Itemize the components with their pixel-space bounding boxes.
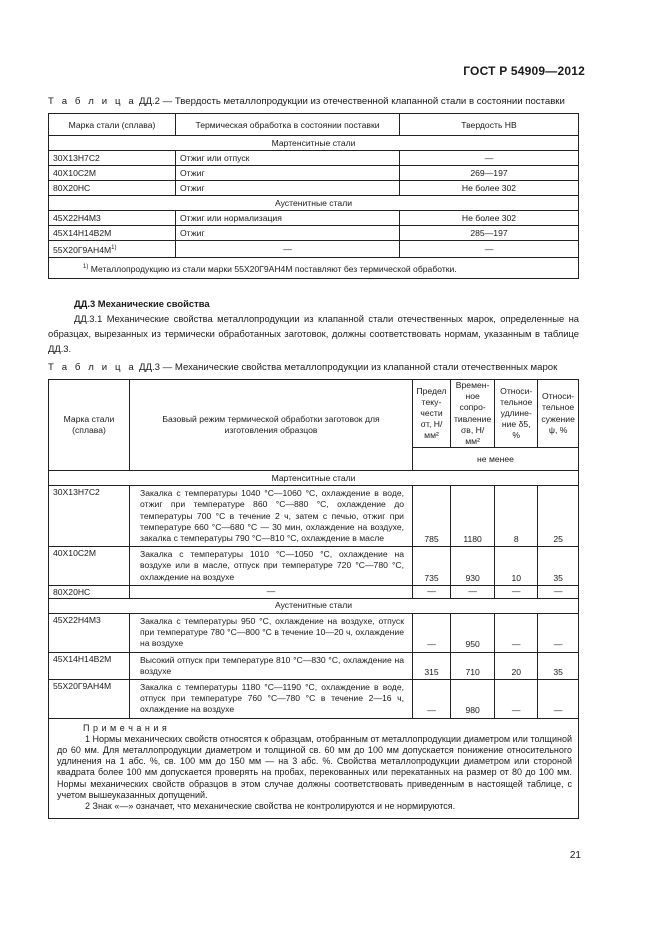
note-1: 1 Нормы механических свойств относятся к образцам, отобранным от металлопродукции диаметром или толщиной до 60 мм. Для металлопродукции диаметром и толщиной св. 60 мм до 100 мм допускается понижение относительного удлинения на 1 абс. %, св. 100 мм до 150 мм — на 3 абс. %. Свойства металлопродукции диаметром или стороной квадрата более 100 мм допускается проверять на пробах, перекованных или перекатанных на размер от 80 до 100 мм. Нормы механических свойств образцов в этом случае должны соответствовать приведенным в настоящей таблице, с учетом вышеуказанных допущений. (57, 733, 572, 800)
cell-grade: 45Х22Н4М3 (49, 211, 176, 226)
cell-reduction: 35 (538, 652, 579, 679)
cell-yield: — (413, 585, 451, 598)
table-row (49, 585, 579, 598)
table-row (49, 166, 579, 181)
col-header-tensile: Временное сопротивление σв, Н/мм² (451, 380, 495, 448)
cell-tensile: 950 (451, 614, 495, 653)
notes-title: П р и м е ч а н и я (83, 722, 168, 733)
cell-reduction: — (538, 614, 579, 653)
cell-grade: 45Х14Н14В2М (49, 652, 130, 679)
group-label: Мартенситные стали (49, 471, 579, 486)
cell-hardness: 269—197 (400, 166, 579, 181)
cell-yield: 315 (413, 652, 451, 679)
col-header-grade: Марка стали (сплава) (49, 114, 176, 136)
col-header-treatment: Термическая обработка в состоянии поставки (176, 114, 400, 136)
table-row (49, 226, 579, 241)
col-header-yield: Предел текучести σт, Н/мм² (413, 380, 451, 448)
grade-text: 55Х20Г9АН4М (53, 244, 112, 255)
cell-treatment: Отжиг (176, 181, 400, 196)
footnote-row (49, 257, 579, 278)
table3-notes (49, 718, 579, 819)
table-row (49, 486, 579, 547)
footnote-mark: 1) (83, 263, 89, 270)
notes-row (49, 718, 579, 819)
cell-hardness: Не более 302 (400, 181, 579, 196)
group-row (49, 136, 579, 151)
cell-grade: 55Х20Г9АН4М (49, 680, 130, 719)
table-header-row (49, 114, 579, 136)
cell-mode: Закалка с температуры 1040 °С—1060 °С, охлаждение в воде, отжиг при температуре 860 °С—880 °С, охлаждение до температуры 700 °С в течение 2 ч, затем с печью, отжиг при температуре 660 °С—680 °С — 30 мин, охлаждение на воздухе, закалка с температуры 790 °С—810 °С, охлаждение в масле (130, 486, 413, 547)
group-label: Аустенитные стали (49, 196, 579, 211)
table2-footnote (49, 257, 579, 278)
table2-caption (48, 96, 565, 107)
table-row (49, 652, 579, 679)
footnote-text: Металлопродукцию из стали марки 55Х20Г9АН4М поставляют без термической обработки. (88, 263, 457, 274)
col-header-elongation: Относительное удлинение δ5, % (495, 380, 538, 448)
standard-header: ГОСТ Р 54909—2012 (463, 64, 585, 78)
table-row (49, 547, 579, 586)
cell-mode: Высокий отпуск при температуре 810 °С—830 °С, охлаждение на воздухе (130, 652, 413, 679)
col-header-mode: Базовый режим термической обработки заготовок для изготовления образцов (130, 380, 413, 471)
cell-elongation: — (495, 614, 538, 653)
table3-caption-text: ДД.3 — Механические свойства металлопродукции из клапанной стали отечественных марок (136, 362, 558, 373)
cell-elongation: 20 (495, 652, 538, 679)
cell-treatment: Отжиг или отпуск (176, 151, 400, 166)
table-row (49, 680, 579, 719)
table-row (49, 614, 579, 653)
cell-tensile: — (451, 585, 495, 598)
cell-treatment: Отжиг (176, 166, 400, 181)
note-2: 2 Знак «—» означает, что механические свойства не контролируются и не нормируются. (85, 801, 456, 812)
footnote-ref: 1) (111, 245, 117, 251)
cell-treatment: Отжиг или нормализация (176, 211, 400, 226)
col-header-hardness: Твердость НВ (400, 114, 579, 136)
cell-hardness: — (400, 151, 579, 166)
cell-treatment: Отжиг (176, 226, 400, 241)
cell-yield: — (413, 680, 451, 719)
cell-grade: 40Х10С2М (49, 166, 176, 181)
cell-mode: — (130, 585, 413, 598)
cell-grade: 80Х20НС (49, 585, 130, 598)
group-row (49, 599, 579, 614)
table3-caption (48, 362, 557, 373)
group-label: Мартенситные стали (49, 136, 579, 151)
section-paragraph: ДД.3.1 Механические свойства металлопродукции из клапанной стали отечественных марок, определенные на образцах, вырезанных из термически обработанных заготовок, должны соответствовать нормам, указанным в таблице ДД.3. (48, 313, 579, 354)
col-header-min: не менее (413, 448, 579, 471)
cell-grade: 30Х13Н7С2 (49, 151, 176, 166)
cell-elongation: — (495, 680, 538, 719)
table2-caption-label: Т а б л и ц а (48, 96, 137, 107)
cell-tensile: 930 (451, 547, 495, 586)
col-header-grade: Марка стали (сплава) (49, 380, 130, 471)
table-row (49, 241, 579, 258)
table-row (49, 211, 579, 226)
col-header-reduction: Относительное сужение ψ, % (538, 380, 579, 448)
table3-mechanical (48, 379, 579, 819)
cell-grade: 40Х10С2М (49, 547, 130, 586)
table3-caption-label: Т а б л и ц а (48, 362, 137, 373)
cell-mode: Закалка с температуры 950 °С, охлаждение на воздухе, отпуск при температуре 780 °С—800 °С в течение 10—20 ч, охлаждение на воздухе (130, 614, 413, 653)
cell-elongation: — (495, 585, 538, 598)
cell-yield: 785 (413, 486, 451, 547)
section-title: ДД.3 Механические свойства (74, 298, 210, 309)
cell-elongation: 8 (495, 486, 538, 547)
cell-tensile: 980 (451, 680, 495, 719)
cell-yield: — (413, 614, 451, 653)
group-row (49, 471, 579, 486)
cell-reduction: 25 (538, 486, 579, 547)
cell-grade: 80Х20НС (49, 181, 176, 196)
cell-tensile: 710 (451, 652, 495, 679)
cell-grade: 45Х14Н14В2М (49, 226, 176, 241)
page-number: 21 (569, 850, 581, 861)
cell-elongation: 10 (495, 547, 538, 586)
cell-treatment: — (176, 241, 400, 258)
cell-grade: 45Х22Н4М3 (49, 614, 130, 653)
table2-hardness (48, 113, 579, 279)
cell-grade: 30Х13Н7С2 (49, 486, 130, 547)
table2-caption-text: ДД.2 — Твердость металлопродукции из отечественной клапанной стали в состоянии поставки (136, 96, 565, 107)
cell-mode: Закалка с температуры 1010 °С—1050 °С, охлаждение на воздухе или в масле, отпуск при температуре 720 °С—780 °С, охлаждение на воздухе (130, 547, 413, 586)
cell-hardness: — (400, 241, 579, 258)
cell-hardness: Не более 302 (400, 211, 579, 226)
cell-reduction: 35 (538, 547, 579, 586)
cell-tensile: 1180 (451, 486, 495, 547)
table-row (49, 181, 579, 196)
table-header-row (49, 380, 579, 448)
group-row (49, 196, 579, 211)
cell-reduction: — (538, 585, 579, 598)
cell-yield: 735 (413, 547, 451, 586)
cell-hardness: 285—197 (400, 226, 579, 241)
cell-mode: Закалка с температуры 1180 °С—1190 °С, охлаждение в воде, отпуск при температуре 760 °С—780 °С в течение 2—16 ч, охлаждение на воздухе (130, 680, 413, 719)
group-label: Аустенитные стали (49, 599, 579, 614)
table-row (49, 151, 579, 166)
cell-reduction: — (538, 680, 579, 719)
cell-grade (49, 241, 176, 258)
